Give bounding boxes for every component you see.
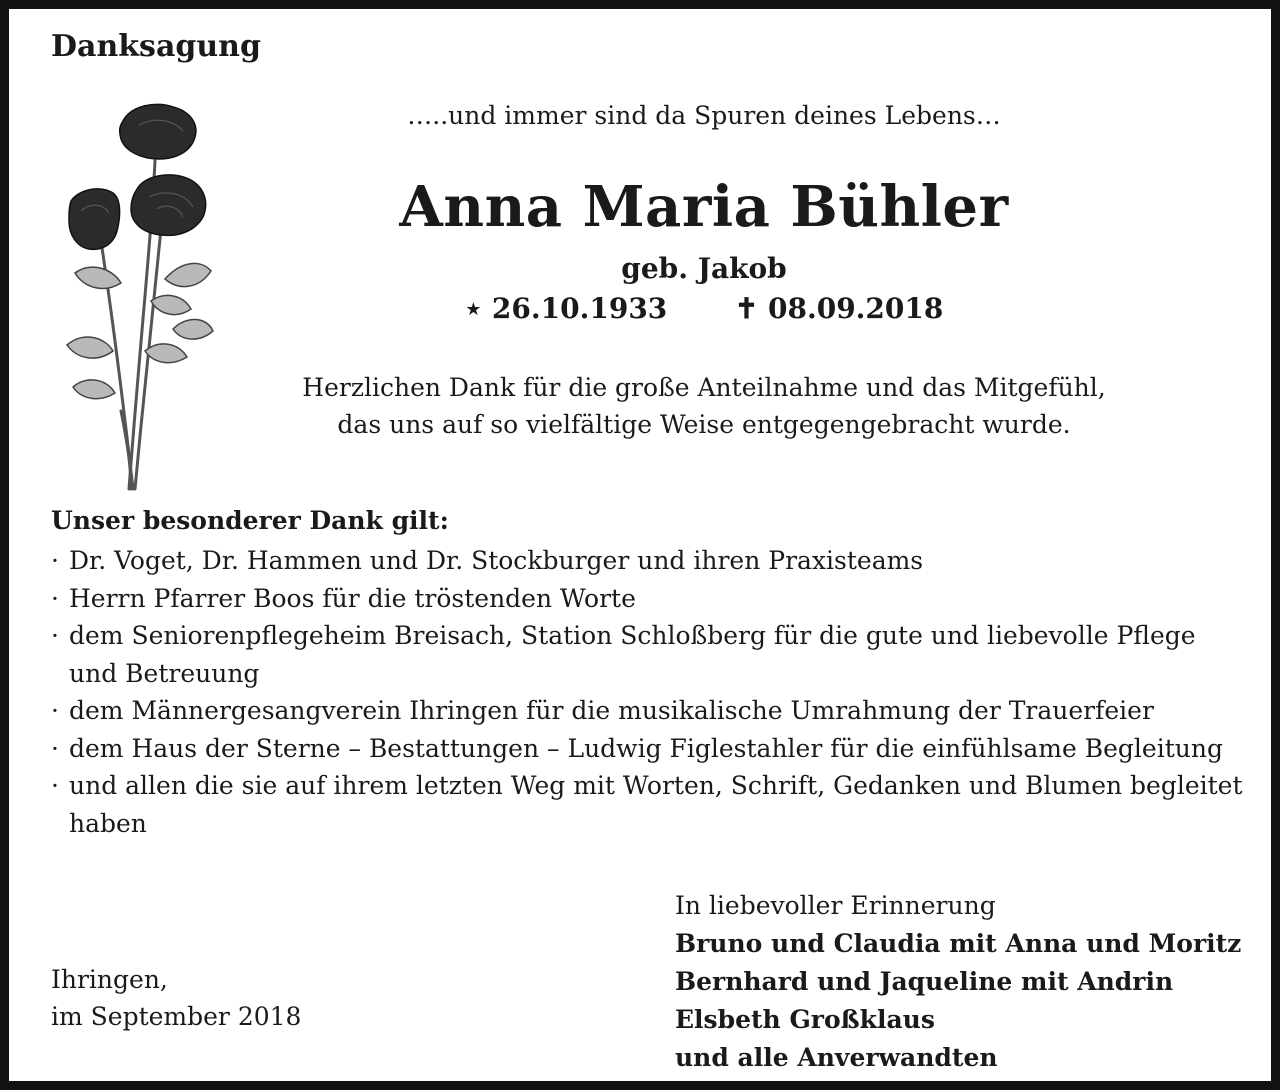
place: Ihringen, xyxy=(51,965,168,994)
place-date xyxy=(51,961,301,1035)
special-thanks-title: Unser besonderer Dank gilt: xyxy=(51,506,449,535)
special-thanks-list xyxy=(51,542,1251,842)
maiden-name: geb. Jakob xyxy=(621,252,787,285)
date: im September 2018 xyxy=(51,1002,302,1031)
list-item: · dem Männergesangverein Ihringen für die musikalische Umrahmung der Trauerfeier xyxy=(51,692,1251,730)
family-line: Elsbeth Großklaus xyxy=(675,1005,935,1034)
death-cross-icon: ✝ xyxy=(734,292,759,325)
closing-intro: In liebevoller Erinnerung xyxy=(675,891,996,920)
list-item: · Herrn Pfarrer Boos für die tröstenden Worte xyxy=(51,580,1251,618)
family-line: Bernhard und Jaqueline mit Andrin xyxy=(675,967,1174,996)
list-item: · und allen die sie auf ihrem letzten Weg mit Worten, Schrift, Gedanken und Blumen begleitet haben xyxy=(51,767,1251,842)
life-dates xyxy=(199,292,1209,325)
list-item: · dem Seniorenpflegeheim Breisach, Station Schloßberg für die gute und liebevolle Pflege und Betreuung xyxy=(51,617,1251,692)
roses-illustration xyxy=(61,101,221,493)
birth-date: 26.10.1933 xyxy=(491,292,668,325)
deceased-name: Anna Maria Bühler xyxy=(399,174,1009,240)
list-item: · Dr. Voget, Dr. Hammen und Dr. Stockburger und ihren Praxisteams xyxy=(51,542,1251,580)
family-line: und alle Anverwandten xyxy=(675,1043,998,1072)
thanks-line: Herzlichen Dank für die große Anteilnahme und das Mitgefühl, xyxy=(302,373,1106,402)
closing-signature xyxy=(675,887,1241,1077)
thanks-line: das uns auf so vielfältige Weise entgegengebracht wurde. xyxy=(337,410,1071,439)
birth-star-icon: ⋆ xyxy=(464,292,483,325)
heading: Danksagung xyxy=(51,29,261,64)
list-item: · dem Haus der Sterne – Bestattungen – Ludwig Figlestahler für die einfühlsame Begleitung xyxy=(51,730,1251,768)
motto-quote: …..und immer sind da Spuren deines Lebens… xyxy=(407,101,1001,130)
death-date: 08.09.2018 xyxy=(768,292,944,325)
family-line: Bruno und Claudia mit Anna und Moritz xyxy=(675,929,1242,958)
thanks-paragraph xyxy=(199,369,1209,443)
